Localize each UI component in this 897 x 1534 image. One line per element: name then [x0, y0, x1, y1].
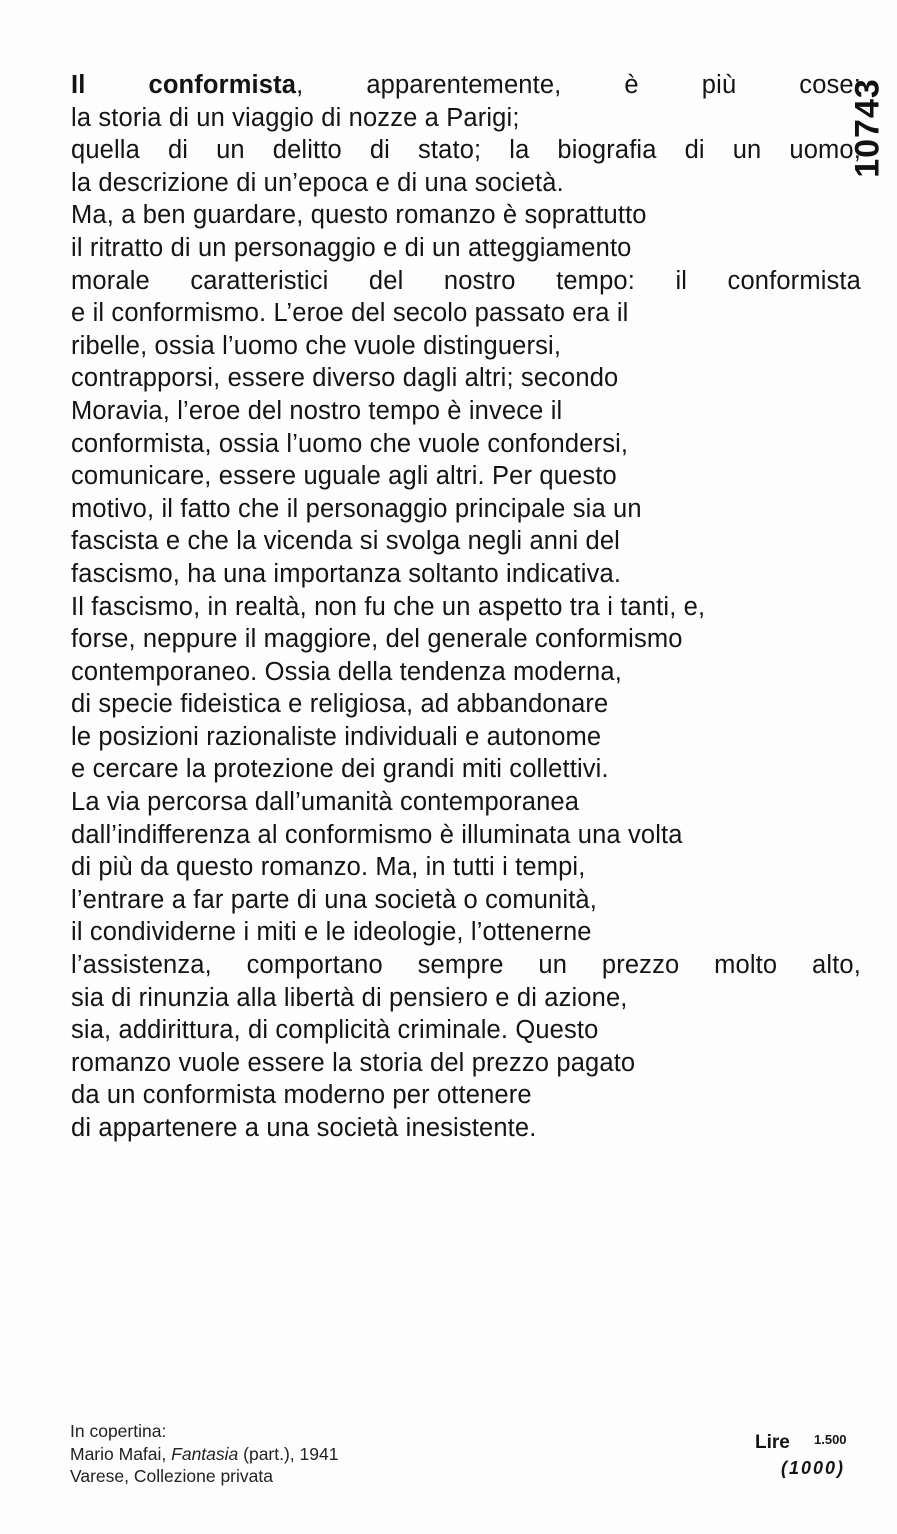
blurb-line: dall’indifferenza al conformismo è illuminata una volta: [71, 820, 683, 849]
old-price: (1000): [781, 1458, 846, 1478]
blurb-line: sia di rinunzia alla libertà di pensiero e di azione,: [71, 983, 628, 1012]
blurb-line: motivo, il fatto che il personaggio principale sia un: [71, 494, 642, 523]
blurb-line: quella di un delitto di stato; la biografia di un uomo;: [71, 136, 861, 165]
blurb-line: le posizioni razionaliste individuali e autonome: [71, 722, 602, 751]
blurb-line: Il conformista, apparentemente, è più cose:: [71, 71, 861, 99]
blurb-line: ribelle, ossia l’uomo che vuole distinguersi,: [71, 331, 562, 360]
blurb-line: forse, neppure il maggiore, del generale conformismo: [71, 625, 683, 654]
artwork-detail: (part.), 1941: [238, 1443, 339, 1464]
blurb-line: La via percorsa dall’umanità contemporanea: [71, 788, 580, 817]
cover-credits: [70, 1420, 338, 1488]
blurb-line: di più da questo romanzo. Ma, in tutti i tempi,: [71, 853, 586, 882]
blurb-line: di specie fideistica e religiosa, ad abbandonare: [71, 690, 609, 719]
credits-label: In copertina:: [70, 1421, 167, 1441]
blurb-line: il ritratto di un personaggio e di un atteggiamento: [71, 233, 632, 262]
artist-name: Mario Mafai,: [70, 1443, 172, 1464]
blurb-line: la descrizione di un’epoca e di una società.: [71, 168, 564, 197]
blurb-line: e il conformismo. L’eroe del secolo passato era il: [71, 299, 629, 328]
blurb-line: Ma, a ben guardare, questo romanzo è soprattutto: [71, 201, 647, 230]
blurb-line: contemporaneo. Ossia della tendenza moderna,: [71, 657, 622, 686]
blurb-line: l’assistenza, comportano sempre un prezzo molto alto,: [71, 951, 861, 980]
credits-artwork: [70, 1443, 338, 1466]
blurb-line: da un conformista moderno per ottenere: [71, 1081, 532, 1110]
blurb-line: Moravia, l’eroe del nostro tempo è invece il: [71, 396, 563, 425]
price-label: Lire: [755, 1432, 790, 1453]
artwork-title: Fantasia: [171, 1443, 239, 1464]
blurb-line: romanzo vuole essere la storia del prezzo pagato: [71, 1048, 636, 1077]
blurb-line: di appartenere a una società inesistente.: [71, 1114, 537, 1142]
blurb-line: e cercare la protezione dei grandi miti collettivi.: [71, 755, 609, 784]
price-value: 1.500: [814, 1432, 847, 1447]
blurb-line: contrapporsi, essere diverso dagli altri; secondo: [71, 364, 619, 393]
catalog-number: 10743: [848, 78, 887, 178]
blurb-line: il condividerne i miti e le ideologie, l’ottenerne: [71, 918, 592, 947]
blurb-line: la storia di un viaggio di nozze a Parigi;: [71, 103, 520, 132]
price-block: [755, 1432, 865, 1492]
book-title: Il conformista: [71, 71, 297, 99]
blurb-line: sia, addirittura, di complicità criminale. Questo: [71, 1016, 599, 1045]
blurb-line: morale caratteristici del nostro tempo: il conformista: [71, 266, 861, 295]
blurb-line: fascista e che la vicenda si svolga negli anni del: [71, 527, 620, 556]
back-cover-blurb: [71, 69, 861, 1145]
blurb-line: comunicare, essere uguale agli altri. Per questo: [71, 462, 617, 491]
blurb-line: fascismo, ha una importanza soltanto indicativa.: [71, 559, 622, 588]
blurb-line: l’entrare a far parte di una società o comunità,: [71, 885, 597, 914]
blurb-line: Il fascismo, in realtà, non fu che un aspetto tra i tanti, e,: [71, 592, 706, 621]
blurb-line: conformista, ossia l’uomo che vuole confondersi,: [71, 429, 629, 458]
credits-location: Varese, Collezione privata: [70, 1466, 273, 1486]
